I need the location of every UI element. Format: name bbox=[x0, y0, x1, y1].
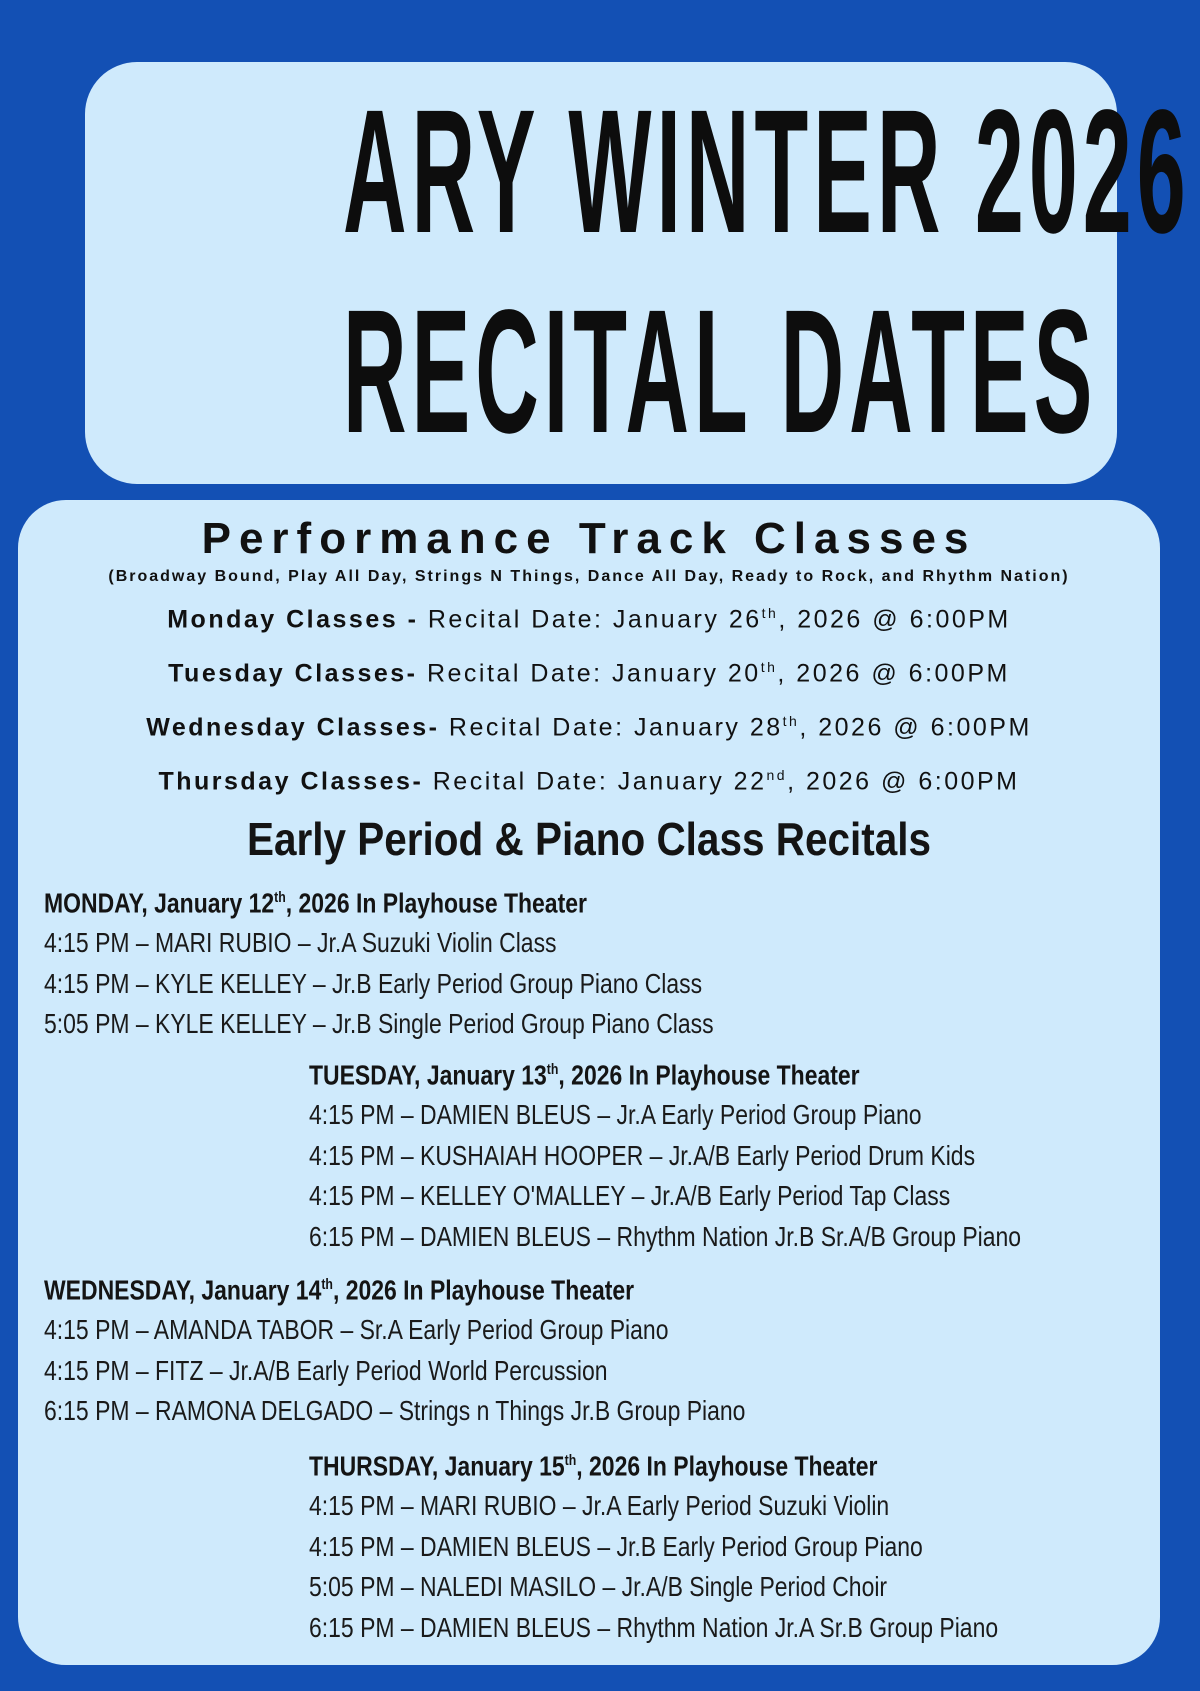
recital-time: , 2026 @ 6:00PM bbox=[777, 659, 1010, 688]
recital-day: Tuesday Classes- bbox=[168, 659, 427, 688]
schedule-entry: 5:05 PM – NALEDI MASILO – Jr.A/B Single Period Choir bbox=[309, 1571, 888, 1603]
early-period-heading: Early Period & Piano Class Recitals bbox=[247, 813, 931, 865]
schedule-entry: 4:15 PM – KELLEY O'MALLEY – Jr.A/B Early Period Tap Class bbox=[309, 1180, 951, 1212]
recital-row-tuesday bbox=[18, 659, 1160, 688]
schedule-entry: 6:15 PM – RAMONA DELGADO – Strings n Things Jr.B Group Piano bbox=[44, 1395, 746, 1427]
performance-track-heading: Performance Track Classes bbox=[201, 514, 977, 563]
recital-date-suffix: th bbox=[782, 713, 800, 729]
content-panel bbox=[18, 500, 1160, 1665]
recital-row-wednesday bbox=[18, 713, 1160, 742]
recital-row-monday bbox=[18, 605, 1160, 634]
schedule-entry: 5:05 PM – KYLE KELLEY – Jr.B Single Period Group Piano Class bbox=[44, 1008, 714, 1040]
recital-row-thursday bbox=[18, 767, 1160, 796]
recital-day: Monday Classes - bbox=[167, 605, 428, 634]
recital-time: , 2026 @ 6:00PM bbox=[799, 713, 1032, 742]
title-line-2: RECITAL DATES bbox=[343, 274, 1098, 470]
recital-date-suffix: th bbox=[761, 605, 779, 621]
recital-day: Wednesday Classes- bbox=[146, 713, 449, 742]
schedule-entry: 4:15 PM – MARI RUBIO – Jr.A Early Period Suzuki Violin bbox=[309, 1490, 890, 1522]
recital-date-suffix: nd bbox=[766, 767, 788, 783]
recital-date-suffix: th bbox=[760, 659, 778, 675]
wednesday-schedule bbox=[44, 1265, 899, 1432]
recital-day: Thursday Classes- bbox=[158, 767, 433, 796]
title-line-1: ARY WINTER 2026 bbox=[343, 74, 1191, 270]
schedule-entry: 4:15 PM – FITZ – Jr.A/B Early Period World Percussion bbox=[44, 1354, 608, 1386]
schedule-entry: 4:15 PM – MARI RUBIO – Jr.A Suzuki Violin Class bbox=[44, 927, 557, 959]
tuesday-schedule bbox=[309, 1050, 1177, 1257]
schedule-entry: 6:15 PM – DAMIEN BLEUS – Rhythm Nation Jr.B Sr.A/B Group Piano bbox=[309, 1220, 1022, 1252]
title-panel bbox=[85, 62, 1191, 484]
recital-date: Recital Date: January 20 bbox=[426, 659, 761, 688]
schedule-entry: 4:15 PM – DAMIEN BLEUS – Jr.A Early Period Group Piano bbox=[309, 1099, 922, 1131]
recital-date: Recital Date: January 26 bbox=[427, 605, 762, 634]
schedule-day-heading: MONDAY, January 12th, 2026 In Playhouse Theater bbox=[44, 887, 587, 919]
schedule-day-heading: THURSDAY, January 15th, 2026 In Playhouse Theater bbox=[309, 1450, 878, 1482]
thursday-schedule bbox=[309, 1441, 1149, 1648]
schedule-entry: 4:15 PM – KUSHAIAH HOOPER – Jr.A/B Early Period Drum Kids bbox=[309, 1139, 976, 1171]
recital-date: Recital Date: January 28 bbox=[448, 713, 783, 742]
recital-time: , 2026 @ 6:00PM bbox=[778, 605, 1011, 634]
schedule-entry: 6:15 PM – DAMIEN BLEUS – Rhythm Nation Jr.A Sr.B Group Piano bbox=[309, 1611, 999, 1643]
schedule-entry: 4:15 PM – KYLE KELLEY – Jr.B Early Period Group Piano Class bbox=[44, 967, 703, 999]
monday-schedule bbox=[44, 878, 861, 1045]
schedule-entry: 4:15 PM – DAMIEN BLEUS – Jr.B Early Period Group Piano bbox=[309, 1530, 923, 1562]
schedule-entry: 4:15 PM – AMANDA TABOR – Sr.A Early Period Group Piano bbox=[44, 1314, 669, 1346]
performance-track-subheading: (Broadway Bound, Play All Day, Strings N Things, Dance All Day, Ready to Rock, and Rhythm Nation) bbox=[108, 568, 1070, 585]
schedule-day-heading: WEDNESDAY, January 14th, 2026 In Playhouse Theater bbox=[44, 1274, 635, 1306]
schedule-day-heading: TUESDAY, January 13th, 2026 In Playhouse Theater bbox=[309, 1059, 860, 1091]
recital-time: , 2026 @ 6:00PM bbox=[787, 767, 1020, 796]
recital-date: Recital Date: January 22 bbox=[432, 767, 767, 796]
